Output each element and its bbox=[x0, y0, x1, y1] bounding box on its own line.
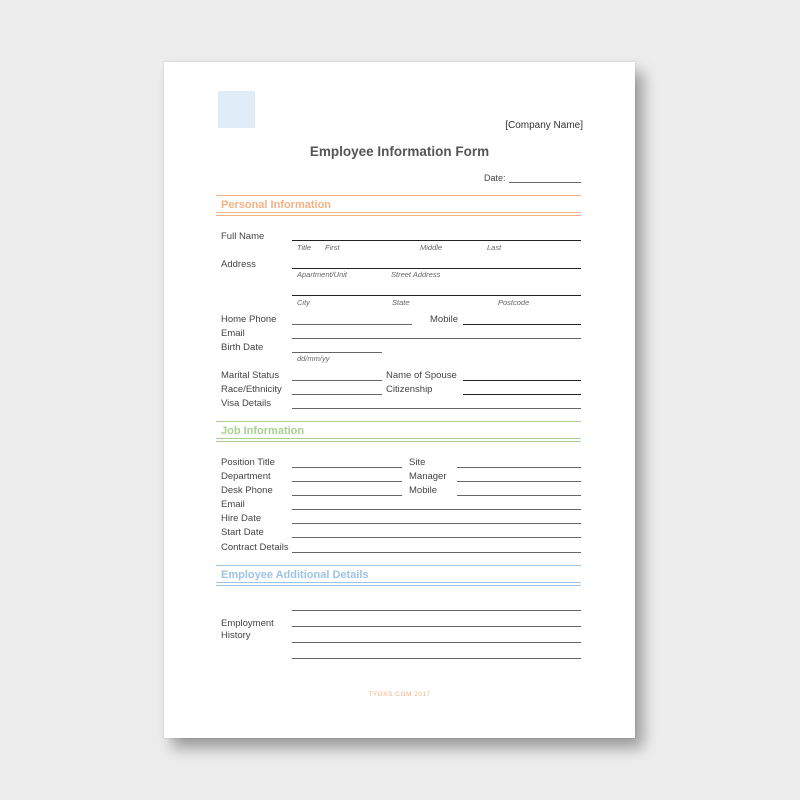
visa-details-field[interactable] bbox=[292, 408, 581, 409]
page-title: Employee Information Form bbox=[309, 144, 490, 159]
visa-details-label: Visa Details bbox=[221, 398, 271, 409]
personal-section-rule-bottom bbox=[216, 212, 581, 216]
address-hint-state: State bbox=[392, 298, 410, 307]
employment-history-line-2[interactable] bbox=[292, 626, 581, 627]
start-date-field[interactable] bbox=[292, 537, 581, 538]
marital-status-field[interactable] bbox=[292, 380, 382, 381]
job-email-label: Email bbox=[221, 499, 245, 510]
additional-section-rule-bottom bbox=[216, 582, 581, 586]
footer-watermark: TYOXS.COM 2017 bbox=[368, 691, 431, 698]
address-label: Address bbox=[221, 259, 256, 270]
address-line2-field[interactable] bbox=[292, 295, 581, 296]
birth-date-hint: dd/mm/yy bbox=[297, 354, 330, 363]
full-name-field[interactable] bbox=[292, 240, 581, 241]
employment-label: Employment bbox=[221, 618, 274, 629]
position-title-label: Position Title bbox=[221, 457, 275, 468]
birth-date-field[interactable] bbox=[292, 352, 382, 353]
spouse-field[interactable] bbox=[463, 380, 581, 381]
job-email-field[interactable] bbox=[292, 509, 581, 510]
name-hint-title: Title bbox=[297, 243, 312, 252]
race-ethnicity-label: Race/Ethnicity bbox=[221, 384, 282, 395]
job-mobile-field[interactable] bbox=[457, 495, 581, 496]
contract-details-label: Contract Details bbox=[221, 542, 289, 553]
job-section-title: Job Information bbox=[221, 425, 305, 437]
company-name: [Company Name] bbox=[505, 120, 583, 131]
job-section-rule-top bbox=[216, 421, 581, 422]
citizenship-label: Citizenship bbox=[386, 384, 433, 395]
spouse-label: Name of Spouse bbox=[386, 370, 457, 381]
hire-date-label: Hire Date bbox=[221, 513, 262, 524]
personal-section-rule-top bbox=[216, 195, 581, 196]
desk-phone-field[interactable] bbox=[292, 495, 402, 496]
address-hint-city: City bbox=[297, 298, 310, 307]
manager-field[interactable] bbox=[457, 481, 581, 482]
race-ethnicity-field[interactable] bbox=[292, 394, 382, 395]
address-hint-street: Street Address bbox=[391, 270, 441, 279]
position-title-field[interactable] bbox=[292, 467, 402, 468]
additional-section-title: Employee Additional Details bbox=[221, 569, 369, 581]
additional-section-rule-top bbox=[216, 565, 581, 566]
personal-section-title: Personal Information bbox=[221, 199, 332, 211]
contract-details-field[interactable] bbox=[292, 552, 581, 553]
address-hint-apartment: Apartment/Unit bbox=[297, 270, 348, 279]
marital-status-label: Marital Status bbox=[221, 370, 280, 381]
history-label: History bbox=[221, 630, 251, 641]
desk-phone-label: Desk Phone bbox=[221, 485, 273, 496]
date-field[interactable] bbox=[509, 182, 581, 183]
address-line1-field[interactable] bbox=[292, 268, 581, 269]
mobile-label: Mobile bbox=[430, 314, 458, 325]
address-hint-postcode: Postcode bbox=[498, 298, 530, 307]
employment-history-line-4[interactable] bbox=[292, 658, 581, 659]
home-phone-label: Home Phone bbox=[221, 314, 277, 325]
site-field[interactable] bbox=[457, 467, 581, 468]
name-hint-first: First bbox=[325, 243, 340, 252]
email-label: Email bbox=[221, 328, 245, 339]
start-date-label: Start Date bbox=[221, 527, 264, 538]
job-mobile-label: Mobile bbox=[409, 485, 437, 496]
job-section-rule-bottom bbox=[216, 438, 581, 442]
email-field[interactable] bbox=[292, 338, 581, 339]
name-hint-middle: Middle bbox=[420, 243, 443, 252]
department-field[interactable] bbox=[292, 481, 402, 482]
employment-history-line-3[interactable] bbox=[292, 642, 581, 643]
manager-label: Manager bbox=[409, 471, 447, 482]
form-page bbox=[164, 62, 635, 738]
full-name-label: Full Name bbox=[221, 231, 265, 242]
date-label: Date: bbox=[484, 173, 506, 183]
department-label: Department bbox=[221, 471, 271, 482]
company-logo-placeholder bbox=[218, 91, 255, 128]
birth-date-label: Birth Date bbox=[221, 342, 264, 353]
mobile-field[interactable] bbox=[463, 324, 581, 325]
home-phone-field[interactable] bbox=[292, 324, 412, 325]
citizenship-field[interactable] bbox=[463, 394, 581, 395]
employment-history-line-1[interactable] bbox=[292, 610, 581, 611]
name-hint-last: Last bbox=[487, 243, 502, 252]
hire-date-field[interactable] bbox=[292, 523, 581, 524]
site-label: Site bbox=[409, 457, 426, 468]
